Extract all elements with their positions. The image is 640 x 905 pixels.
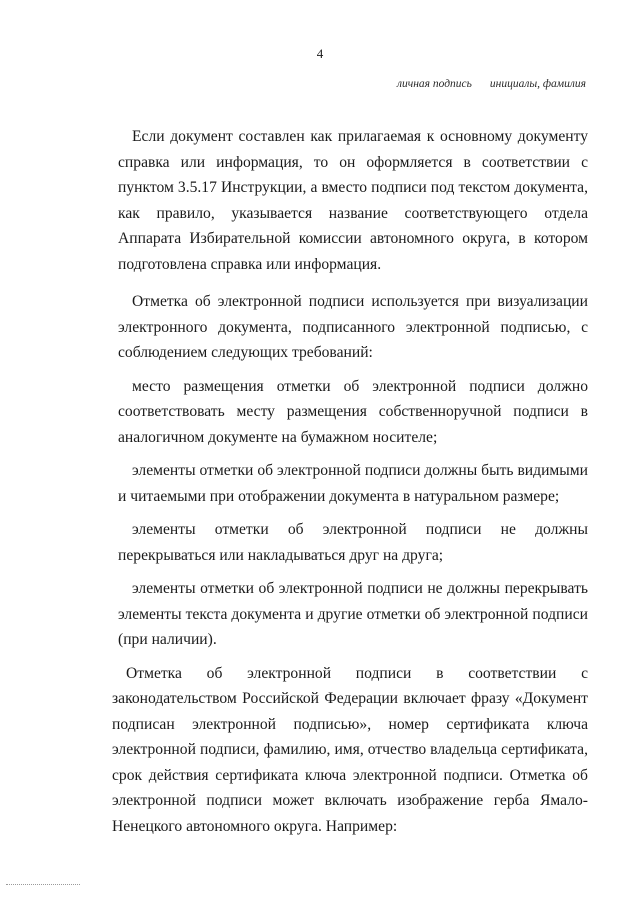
name-caption-label: инициалы, фамилия — [489, 78, 586, 90]
signature-caption-label: личная подпись — [396, 78, 472, 90]
requirement-no-overlap: элементы отметки об электронной подписи не должны перекрываться или накладываться друг на друга; — [118, 521, 588, 564]
signature-caption — [397, 78, 586, 90]
paragraph-attachment-signature: Если документ составлен как прилагаемая к основному документу справка или информация, то он оформляется в соответствии с пунктом 3.5.17 Инструкции, а вместо подписи под текстом документа, как правило, указывается название соответствующего отдела Аппарата Избирательной комиссии автономного округа, в котором подготовлена справка или информация. — [118, 128, 588, 273]
paragraph-signature-contents: Отметка об электронной подписи в соответствии с законодательством Российской Федерации включает фразу «Документ подписан электронной подписью», номер сертификата ключа электронной подписи, фамилию, имя, отчество владельца сертификата, срок действия сертификата ключа электронной подписи. Отметка об электронной подписи может включать изображение герба Ямало-Ненецкого автономного округа. Например: — [112, 664, 588, 835]
page-number: 4 — [316, 46, 324, 61]
requirement-visibility: элементы отметки об электронной подписи должны быть видимыми и читаемыми при отображении документа в натуральном размере; — [118, 462, 588, 505]
requirement-placement: место размещения отметки об электронной подписи должно соответствовать месту размещения собственноручной подписи в аналогичном документе на бумажном носителе; — [118, 377, 588, 446]
scan-artifact-line — [6, 884, 80, 885]
paragraph-e-signature-intro: Отметка об электронной подписи используется при визуализации электронного документа, подписанного электронной подписью, с соблюдением следующих требований: — [118, 293, 588, 361]
requirement-no-cover: элементы отметки об электронной подписи не должны перекрывать элементы текста документа и другие отметки об электронной подписи (при наличии). — [118, 580, 588, 648]
document-body — [112, 124, 588, 839]
